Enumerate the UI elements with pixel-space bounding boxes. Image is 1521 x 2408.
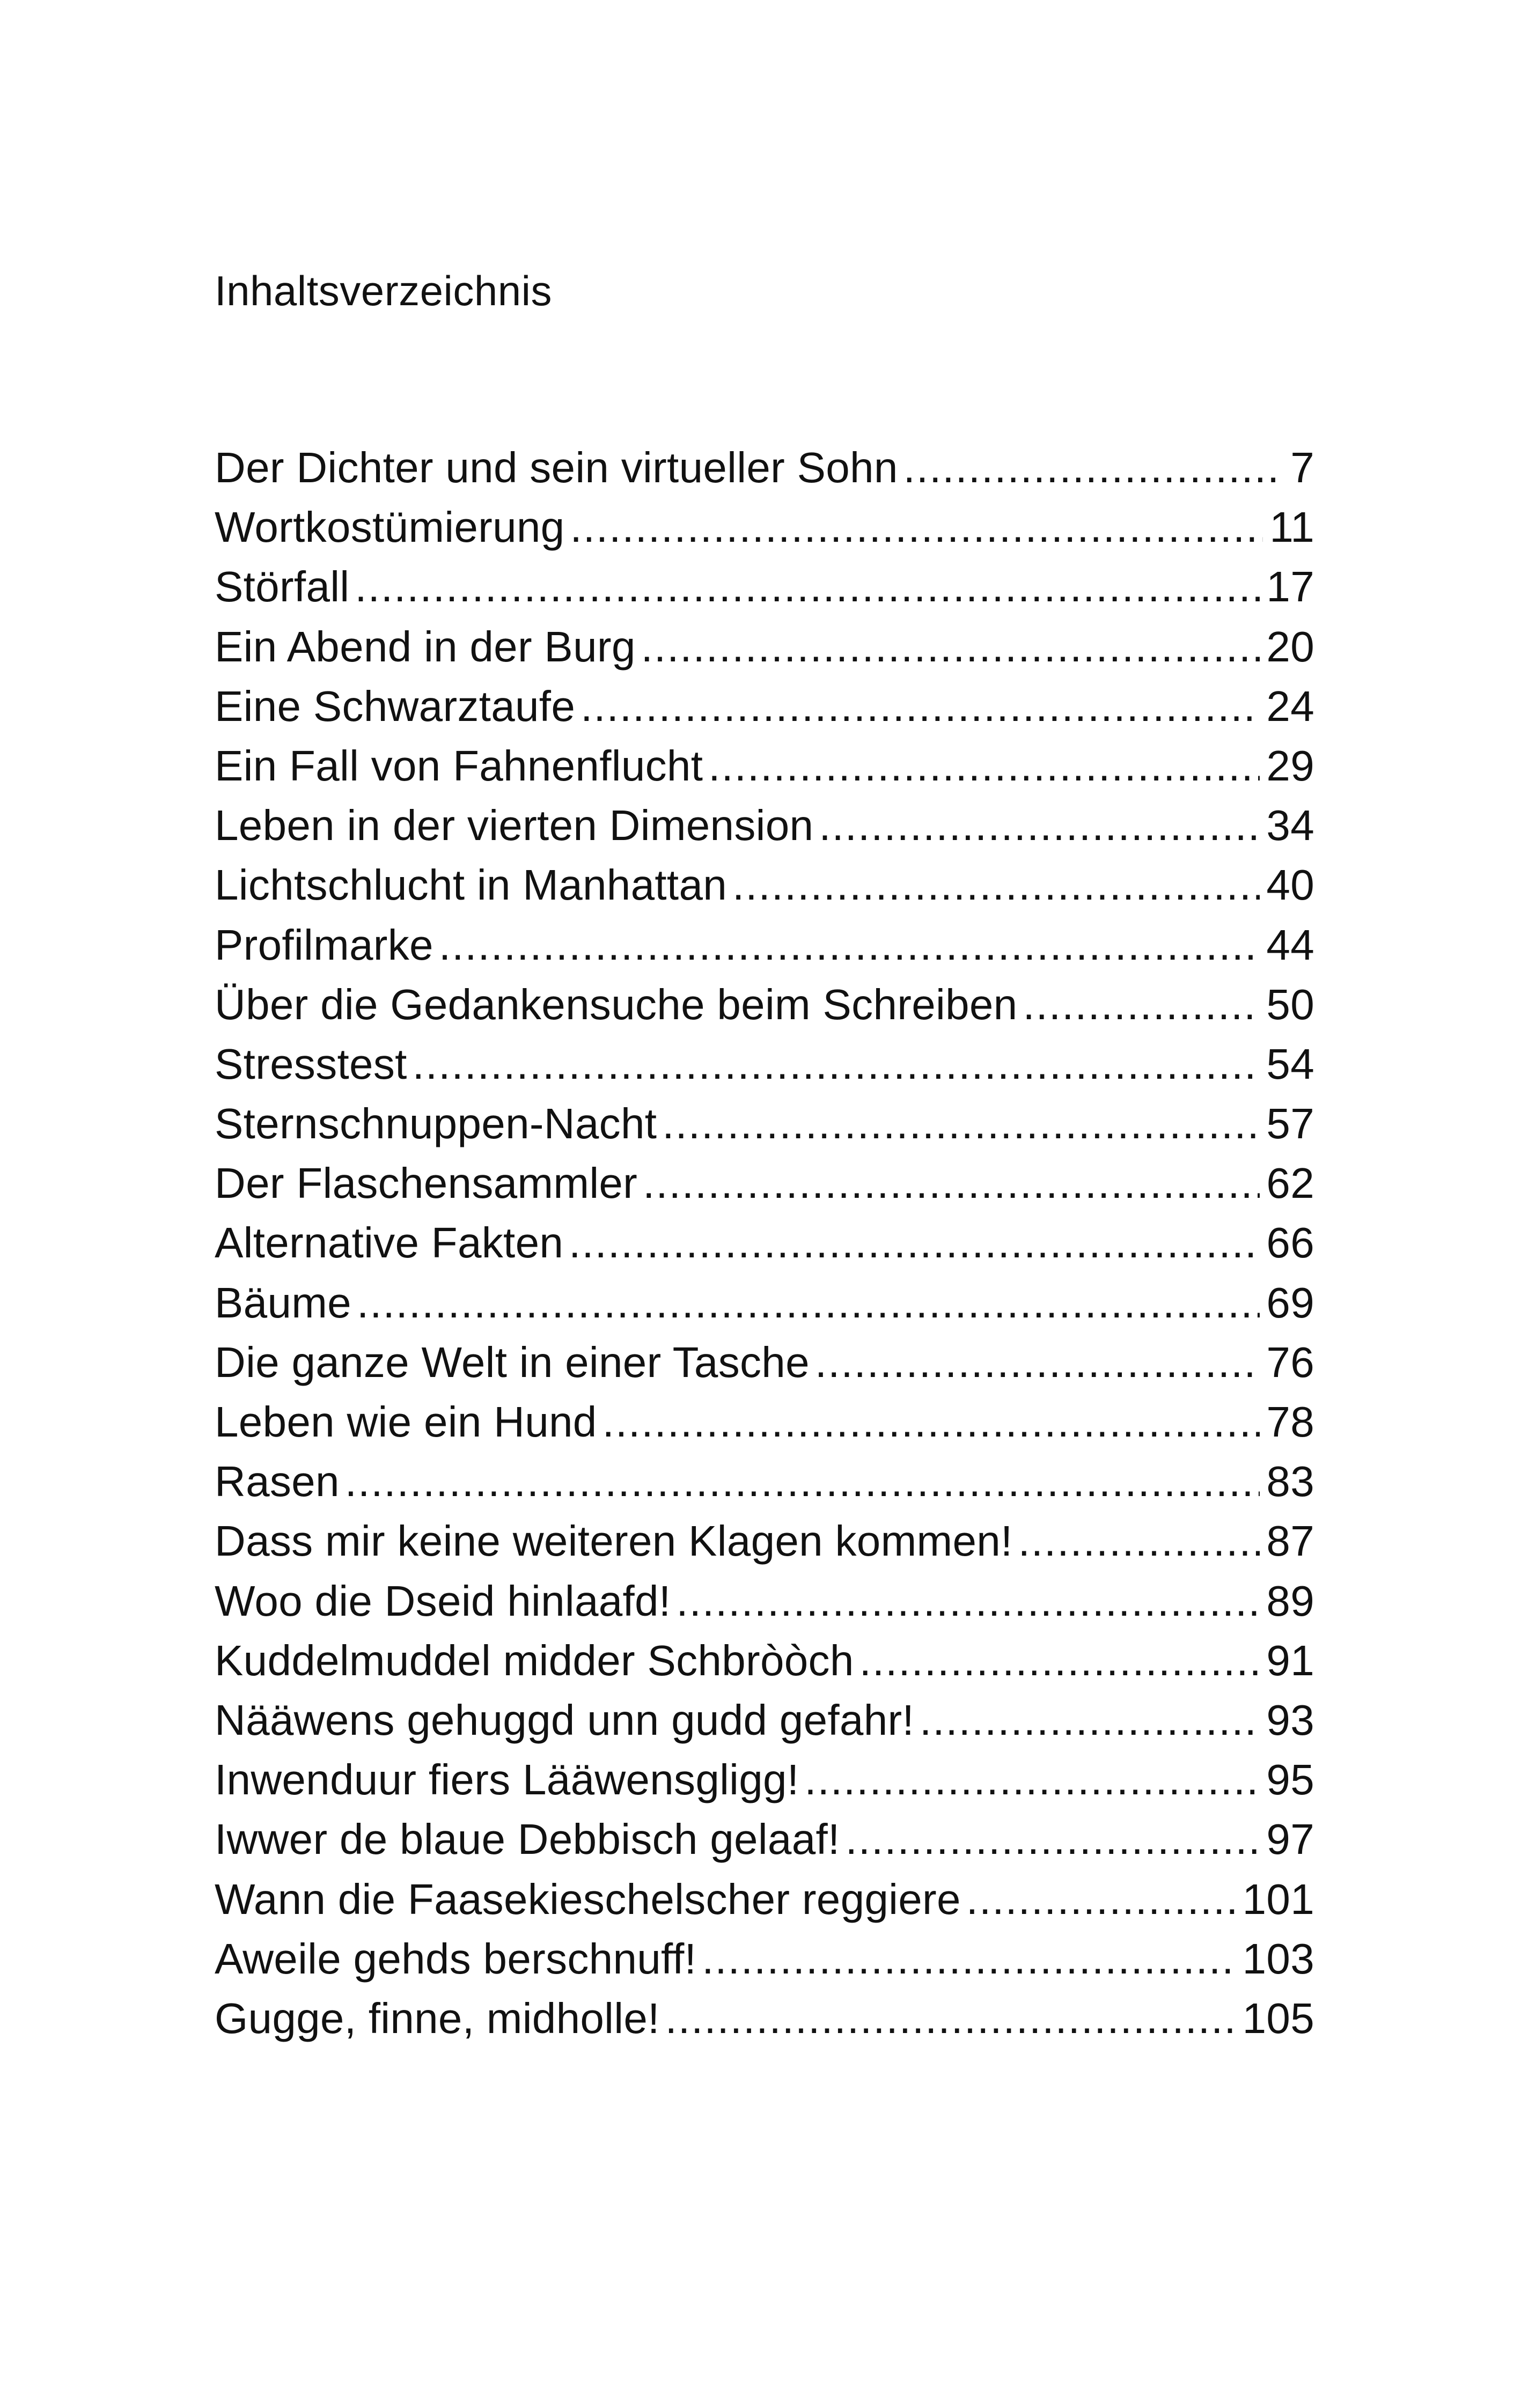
toc-entry [215,1929,1314,1989]
toc-entry-page: 54 [1266,1040,1314,1088]
toc-entry-page: 101 [1242,1875,1314,1923]
toc-entry-title: Nääwens gehuggd unn gudd gefahr! [215,1696,914,1744]
toc-entry-title: Rasen [215,1457,340,1506]
table-of-contents [215,438,1314,2048]
toc-entry-page: 91 [1266,1636,1314,1684]
toc-entry-page: 87 [1266,1517,1314,1565]
toc-entry [215,1750,1314,1809]
toc-entry-page: 89 [1266,1577,1314,1625]
dot-leader [966,1869,1236,1929]
toc-entry-title: Wortkostümierung [215,503,565,551]
toc-entry-title: Störfall [215,563,350,611]
toc-entry-page: 57 [1266,1100,1314,1148]
toc-entry-page: 66 [1266,1219,1314,1267]
toc-entry-page: 78 [1266,1398,1314,1446]
toc-entry [215,796,1314,855]
toc-entry-title: Der Dichter und sein virtueller Sohn [215,444,898,491]
dot-leader [413,1034,1260,1094]
toc-entry [215,1511,1314,1571]
toc-entry-page: 7 [1290,444,1314,491]
toc-entry-title: Ein Fall von Fahnenflucht [215,741,703,790]
toc-entry-title: Die ganze Welt in einer Tasche [215,1338,810,1386]
dot-leader [581,676,1260,736]
toc-entry [215,1273,1314,1332]
toc-entry [215,617,1314,676]
toc-entry-page: 83 [1266,1457,1314,1506]
toc-entry [215,1332,1314,1392]
toc-entry-title: Der Flaschensammler [215,1159,638,1207]
dot-leader [846,1809,1260,1869]
toc-entry-title: Stresstest [215,1040,407,1088]
dot-leader [355,557,1260,616]
dot-leader [569,1213,1260,1272]
toc-entry-title: Aweile gehds berschnuff! [215,1934,697,1983]
toc-entry-page: 24 [1266,682,1314,730]
toc-entry-page: 20 [1266,622,1314,671]
toc-entry-page: 50 [1266,980,1314,1028]
toc-entry [215,1869,1314,1929]
toc-entry-title: Leben in der vierten Dimension [215,801,814,850]
dot-leader [439,915,1260,975]
toc-entry-page: 40 [1266,861,1314,909]
toc-entry-title: Leben wie ein Hund [215,1398,597,1446]
toc-entry [215,1213,1314,1272]
toc-entry-page: 62 [1266,1159,1314,1207]
toc-entry-title: Bäume [215,1278,351,1327]
toc-entry-page: 34 [1266,801,1314,850]
dot-leader [665,1989,1236,2048]
dot-leader [662,1094,1260,1153]
toc-entry [215,557,1314,616]
toc-entry-page: 29 [1266,741,1314,790]
toc-entry-title: Wann die Faasekieschelscher reggiere [215,1875,961,1923]
toc-entry [215,1392,1314,1452]
toc-entry-page: 69 [1266,1278,1314,1327]
toc-entry-title: Gugge, finne, midholle! [215,1994,660,2042]
toc-entry [215,855,1314,915]
toc-entry [215,497,1314,557]
dot-leader [643,1153,1260,1213]
dot-leader [732,855,1260,915]
dot-leader [676,1571,1260,1631]
toc-entry [215,1631,1314,1690]
toc-entry-page: 76 [1266,1338,1314,1386]
page-title: Inhaltsverzeichnis [215,267,552,314]
dot-leader [920,1690,1260,1750]
toc-entry [215,1452,1314,1511]
toc-entry-page: 11 [1269,503,1314,551]
toc-entry [215,1094,1314,1153]
toc-entry-title: Eine Schwarztaufe [215,682,576,730]
dot-leader [345,1452,1260,1511]
dot-leader [357,1273,1260,1332]
toc-entry-page: 17 [1266,563,1314,611]
toc-entry [215,1034,1314,1094]
toc-entry-title: Über die Gedankensuche beim Schreiben [215,980,1018,1028]
toc-entry [215,1153,1314,1213]
dot-leader [570,497,1263,557]
toc-entry [215,1809,1314,1869]
dot-leader [1023,975,1260,1034]
dot-leader [1018,1511,1260,1571]
toc-entry [215,1989,1314,2048]
toc-entry-title: Iwwer de blaue Debbisch gelaaf! [215,1815,840,1864]
toc-entry-title: Inwenduur fiers Lääwensgligg! [215,1756,799,1804]
dot-leader [815,1332,1260,1392]
dot-leader [641,617,1260,676]
dot-leader [819,796,1260,855]
dot-leader [903,438,1284,497]
toc-entry-page: 44 [1266,921,1314,969]
toc-entry-title: Woo die Dseid hinlaafd! [215,1577,671,1625]
toc-entry [215,1571,1314,1631]
toc-entry-title: Lichtschlucht in Manhattan [215,861,728,909]
toc-entry [215,1690,1314,1750]
toc-entry-title: Kuddelmuddel midder Schbròòch [215,1636,854,1684]
toc-entry [215,736,1314,796]
toc-entry-title: Dass mir keine weiteren Klagen kommen! [215,1517,1013,1565]
toc-entry-page: 95 [1266,1756,1314,1804]
toc-entry-title: Profilmarke [215,921,433,969]
dot-leader [708,736,1260,796]
toc-entry [215,438,1314,497]
toc-entry [215,676,1314,736]
dot-leader [702,1929,1236,1989]
toc-entry-page: 103 [1242,1934,1314,1983]
toc-entry [215,975,1314,1034]
toc-entry-page: 97 [1266,1815,1314,1864]
toc-entry-title: Ein Abend in der Burg [215,622,636,671]
toc-entry-page: 93 [1266,1696,1314,1744]
toc-entry-title: Sternschnuppen-Nacht [215,1100,657,1148]
dot-leader [804,1750,1260,1809]
toc-entry-page: 105 [1242,1994,1314,2042]
toc-entry [215,915,1314,975]
dot-leader [859,1631,1260,1690]
toc-entry-title: Alternative Fakten [215,1219,564,1267]
dot-leader [602,1392,1260,1452]
